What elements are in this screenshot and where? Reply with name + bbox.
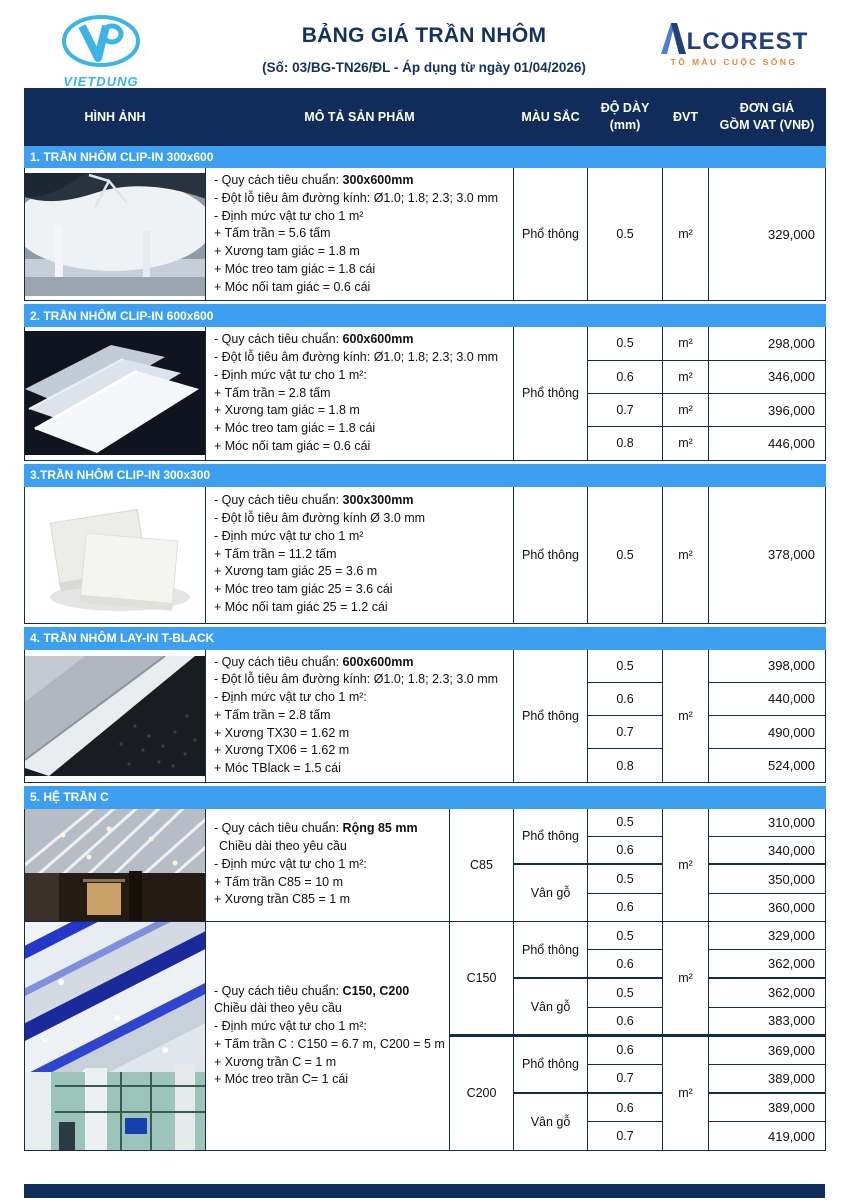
- color-cell: Phổ thông: [514, 486, 588, 623]
- product-description: - Quy cách tiêu chuẩn: 600x600mm - Đột lỗ tiêu âm đường kính: Ø1.0; 1.8; 2.3; 3.0 mm - Định mức vật tư cho 1 m²: + Tấm trần = 2.8 tấm + Xương tam giác = 1.8 m + Móc treo tam giác = 1.8 cái + Móc nối tam giác = 0.6 cái: [206, 327, 514, 460]
- thickness-cell: 0.7: [588, 1064, 663, 1093]
- thickness-cell: 0.5: [588, 978, 663, 1007]
- thickness-cell: 0.7: [588, 1122, 663, 1151]
- desc-line: + Xương trần C85 = 1 m: [214, 892, 351, 907]
- price-cell: 340,000: [709, 836, 826, 864]
- page-title: BẢNG GIÁ TRẦN NHÔM: [301, 24, 547, 47]
- desc-line: + Tấm trần = 2.8 tấm: [214, 707, 331, 722]
- price-cell: 298,000: [709, 327, 826, 360]
- desc-line: + Móc treo tam giác = 1.8 cái: [214, 261, 376, 276]
- thickness-cell: 0.5: [588, 808, 663, 836]
- price-cell: 369,000: [709, 1036, 826, 1065]
- desc-line: + Móc nối tam giác = 0.6 cái: [214, 279, 371, 294]
- price-cell: 490,000: [709, 716, 826, 749]
- price-cell: 524,000: [709, 749, 826, 782]
- desc-line: - Định mức vật tư cho 1 m²:: [214, 690, 367, 704]
- unit-cell: m²: [663, 921, 709, 1035]
- price-cell: 396,000: [709, 393, 826, 426]
- price-cell: 419,000: [709, 1122, 826, 1151]
- desc-line: - Định mức vật tư cho 1 m²:: [214, 856, 367, 871]
- color-cell: Vân gỗ: [514, 1093, 588, 1150]
- document-header: [24, 8, 825, 89]
- price-cell: 360,000: [709, 893, 826, 921]
- color-cell: Vân gỗ: [514, 864, 588, 921]
- thickness-cell: 0.7: [588, 716, 663, 749]
- desc-line: + Xương tam giác = 1.8 m: [214, 244, 360, 258]
- unit-cell: m²: [663, 393, 709, 426]
- unit-cell: m²: [663, 168, 709, 301]
- desc-line: + Xương TX06 = 1.62 m: [214, 743, 350, 758]
- desc-line: - Đột lỗ tiêu âm đường kính: Ø1.0; 1.8; 2.3; 3.0 mm: [214, 350, 499, 364]
- unit-cell: m²: [663, 1036, 709, 1151]
- unit-cell: m²: [663, 649, 709, 782]
- col-header-thickness-line2: (mm): [609, 118, 641, 132]
- col-header-thickness-line1: ĐỘ DÀY: [600, 101, 650, 116]
- desc-line: - Đột lỗ tiêu âm đường kính Ø 3.0 mm: [214, 511, 426, 526]
- desc-line: - Đột lỗ tiêu âm đường kính: Ø1.0; 1.8; 2.3; 3.0 mm: [214, 190, 499, 205]
- type-cell: C85: [450, 808, 514, 921]
- price-cell: 440,000: [709, 682, 826, 715]
- desc-line: - Định mức vật tư cho 1 m²: [214, 208, 364, 223]
- color-cell: Phổ thông: [514, 808, 588, 864]
- price-cell: 383,000: [709, 1007, 826, 1036]
- table-row: [25, 168, 826, 301]
- price-cell: 389,000: [709, 1093, 826, 1122]
- col-header-thickness: [588, 89, 663, 146]
- table-row: [25, 649, 826, 682]
- desc-line: + Móc treo tam giác = 1.8 cái: [214, 421, 376, 435]
- thickness-cell: 0.6: [588, 1036, 663, 1065]
- color-cell: Phổ thông: [514, 1036, 588, 1093]
- product-description: - Quy cách tiêu chuẩn: 300x300mm - Đột lỗ tiêu âm đường kính Ø 3.0 mm - Định mức vật tư cho 1 m² + Tấm trần = 11.2 tấm + Xương tam giác 25 = 3.6 m + Móc treo tam giác 25 = 3.6 cái + Móc nối tam giác 25 = 1.2 cái: [206, 486, 514, 623]
- clip-in-600x600-photo: [25, 327, 206, 460]
- desc-line: + Móc treo tam giác 25 = 3.6 cái: [214, 582, 393, 597]
- price-cell: 329,000: [709, 921, 826, 950]
- vietdung-logo-icon: [60, 14, 142, 68]
- desc-line: + Tấm trần C : C150 = 6.7 m, C200 = 5 m: [214, 1036, 445, 1051]
- thickness-cell: 0.5: [588, 486, 663, 623]
- table-header-row: [25, 89, 826, 146]
- thickness-cell: 0.6: [588, 893, 663, 921]
- desc-line: + Móc treo trần C= 1 cái: [214, 1072, 349, 1087]
- desc-line: + Tấm trần = 11.2 tấm: [214, 546, 337, 561]
- thickness-cell: 0.5: [588, 168, 663, 301]
- desc-line: - Định mức vật tư cho 1 m²:: [214, 367, 367, 382]
- thickness-cell: 0.5: [588, 864, 663, 893]
- desc-line: + Tấm trần = 2.8 tấm: [214, 385, 331, 400]
- vietdung-logo-text: VIETDUNG: [63, 74, 139, 89]
- desc-line: + Xương tam giác = 1.8 m: [214, 403, 360, 418]
- thickness-cell: 0.7: [588, 393, 663, 426]
- lay-in-t-black-photo: [25, 649, 206, 782]
- desc-line: + Tấm trần = 5.6 tấm: [214, 226, 331, 241]
- alcorest-tagline: TÔ MÀU CUỘC SỐNG: [670, 57, 798, 67]
- desc-line: - Định mức vật tư cho 1 m²: [214, 528, 364, 543]
- thickness-cell: 0.8: [588, 749, 663, 782]
- section-bar-1: 1. TRẦN NHÔM CLIP-IN 300x600: [25, 146, 826, 168]
- section-bar-2: 2. TRẦN NHÔM CLIP-IN 600x600: [25, 305, 826, 327]
- color-cell: Phổ thông: [514, 649, 588, 782]
- alcorest-logo: [645, 22, 823, 67]
- thickness-cell: 0.6: [588, 950, 663, 979]
- thickness-cell: 0.6: [588, 682, 663, 715]
- type-cell: C150: [450, 921, 514, 1035]
- price-cell: 329,000: [709, 168, 826, 301]
- price-cell: 350,000: [709, 864, 826, 893]
- desc-line: - Định mức vật tư cho 1 m²:: [214, 1019, 367, 1033]
- alcorest-a-icon: [660, 22, 687, 54]
- thickness-cell: 0.8: [588, 427, 663, 460]
- thickness-cell: 0.6: [588, 360, 663, 393]
- c85-ceiling-photo: [25, 808, 206, 921]
- col-header-description: MÔ TẢ SẢN PHẨM: [206, 89, 514, 146]
- desc-line: Chiều dài theo yêu cầu: [219, 839, 347, 854]
- col-header-image: HÌNH ẢNH: [25, 89, 206, 146]
- table-row: [25, 921, 826, 950]
- clip-in-300x300-photo: [25, 486, 206, 623]
- price-cell: 310,000: [709, 808, 826, 836]
- clip-in-300x600-photo: [25, 168, 206, 301]
- section-bar-3: 3.TRẦN NHÔM CLIP-IN 300x300: [25, 464, 826, 486]
- unit-cell: m²: [663, 327, 709, 360]
- price-cell: 389,000: [709, 1064, 826, 1093]
- unit-cell: m²: [663, 427, 709, 460]
- page-subtitle: (Số: 03/BG-TN26/ĐL - Áp dụng từ ngày 01/04/2026): [262, 60, 586, 75]
- table-row: [25, 808, 826, 836]
- section-bar-5: 5. HỆ TRẦN C: [25, 786, 826, 808]
- thickness-cell: 0.6: [588, 1007, 663, 1036]
- vietdung-logo: [42, 14, 160, 89]
- unit-cell: m²: [663, 360, 709, 393]
- color-cell: Phổ thông: [514, 921, 588, 978]
- price-table: [24, 88, 826, 1151]
- desc-line: + Xương tam giác 25 = 3.6 m: [214, 564, 378, 579]
- product-description: - Quy cách tiêu chuẩn: C150, C200 Chiều dài theo yêu cầu - Định mức vật tư cho 1 m²: + Tấm trần C : C150 = 6.7 m, C200 = 5 m + Xương trần C = 1 m + Móc treo trần C= 1 cái: [206, 921, 450, 1150]
- desc-line: + Xương TX30 = 1.62 m: [214, 725, 350, 740]
- price-cell: 346,000: [709, 360, 826, 393]
- c150-c200-ceiling-photo: [25, 921, 206, 1150]
- desc-line: + Móc nối tam giác = 0.6 cái: [214, 438, 371, 453]
- price-cell: 362,000: [709, 978, 826, 1007]
- desc-line: + Xương trần C = 1 m: [214, 1054, 337, 1069]
- price-cell: 362,000: [709, 950, 826, 979]
- table-row: [25, 486, 826, 623]
- unit-cell: m²: [663, 486, 709, 623]
- unit-cell: m²: [663, 808, 709, 921]
- product-description: - Quy cách tiêu chuẩn: 600x600mm - Đột lỗ tiêu âm đường kính: Ø1.0; 1.8; 2.3; 3.0 mm - Định mức vật tư cho 1 m²: + Tấm trần = 2.8 tấm + Xương TX30 = 1.62 m + Xương TX06 = 1.62 m + Móc TBlack = 1.5 cái: [206, 649, 514, 782]
- col-header-unit: ĐVT: [663, 89, 709, 146]
- product-description: - Quy cách tiêu chuẩn: Rộng 85 mm Chiều dài theo yêu cầu - Định mức vật tư cho 1 m²: + Tấm trần C85 = 10 m + Xương trần C85 = 1 m: [206, 808, 450, 921]
- section-bar-4: 4. TRẦN NHÔM LAY-IN T-BLACK: [25, 627, 826, 649]
- desc-line: + Tấm trần C85 = 10 m: [214, 874, 343, 889]
- thickness-cell: 0.5: [588, 327, 663, 360]
- col-header-price-line1: ĐƠN GIÁ: [739, 101, 795, 116]
- price-cell: 378,000: [709, 486, 826, 623]
- desc-line: + Móc TBlack = 1.5 cái: [214, 761, 341, 775]
- color-cell: Phổ thông: [514, 168, 588, 301]
- desc-line: - Đột lỗ tiêu âm đường kính: Ø1.0; 1.8; 2.3; 3.0 mm: [214, 672, 499, 687]
- table-row: [25, 327, 826, 360]
- thickness-cell: 0.5: [588, 921, 663, 950]
- type-cell: C200: [450, 1036, 514, 1151]
- col-header-color: MÀU SẮC: [514, 89, 588, 146]
- alcorest-logo-text: LCOREST: [686, 28, 809, 55]
- desc-line: Chiều dài theo yêu cầu: [214, 1001, 342, 1016]
- col-header-price-line2: GỒM VAT (VNĐ): [719, 118, 815, 132]
- col-header-price: [709, 89, 826, 146]
- price-cell: 446,000: [709, 427, 826, 460]
- product-description: - Quy cách tiêu chuẩn: 300x600mm - Đột lỗ tiêu âm đường kính: Ø1.0; 1.8; 2.3; 3.0 mm - Định mức vật tư cho 1 m² + Tấm trần = 5.6 tấm + Xương tam giác = 1.8 m + Móc treo tam giác = 1.8 cái + Móc nối tam giác = 0.6 cái: [206, 168, 514, 301]
- thickness-cell: 0.6: [588, 1093, 663, 1122]
- thickness-cell: 0.6: [588, 836, 663, 864]
- thickness-cell: 0.5: [588, 649, 663, 682]
- price-cell: 398,000: [709, 649, 826, 682]
- footer-bar: [24, 1184, 825, 1198]
- title-block: [164, 24, 684, 75]
- color-cell: Phổ thông: [514, 327, 588, 460]
- desc-line: + Móc nối tam giác 25 = 1.2 cái: [214, 599, 388, 614]
- color-cell: Vân gỗ: [514, 978, 588, 1035]
